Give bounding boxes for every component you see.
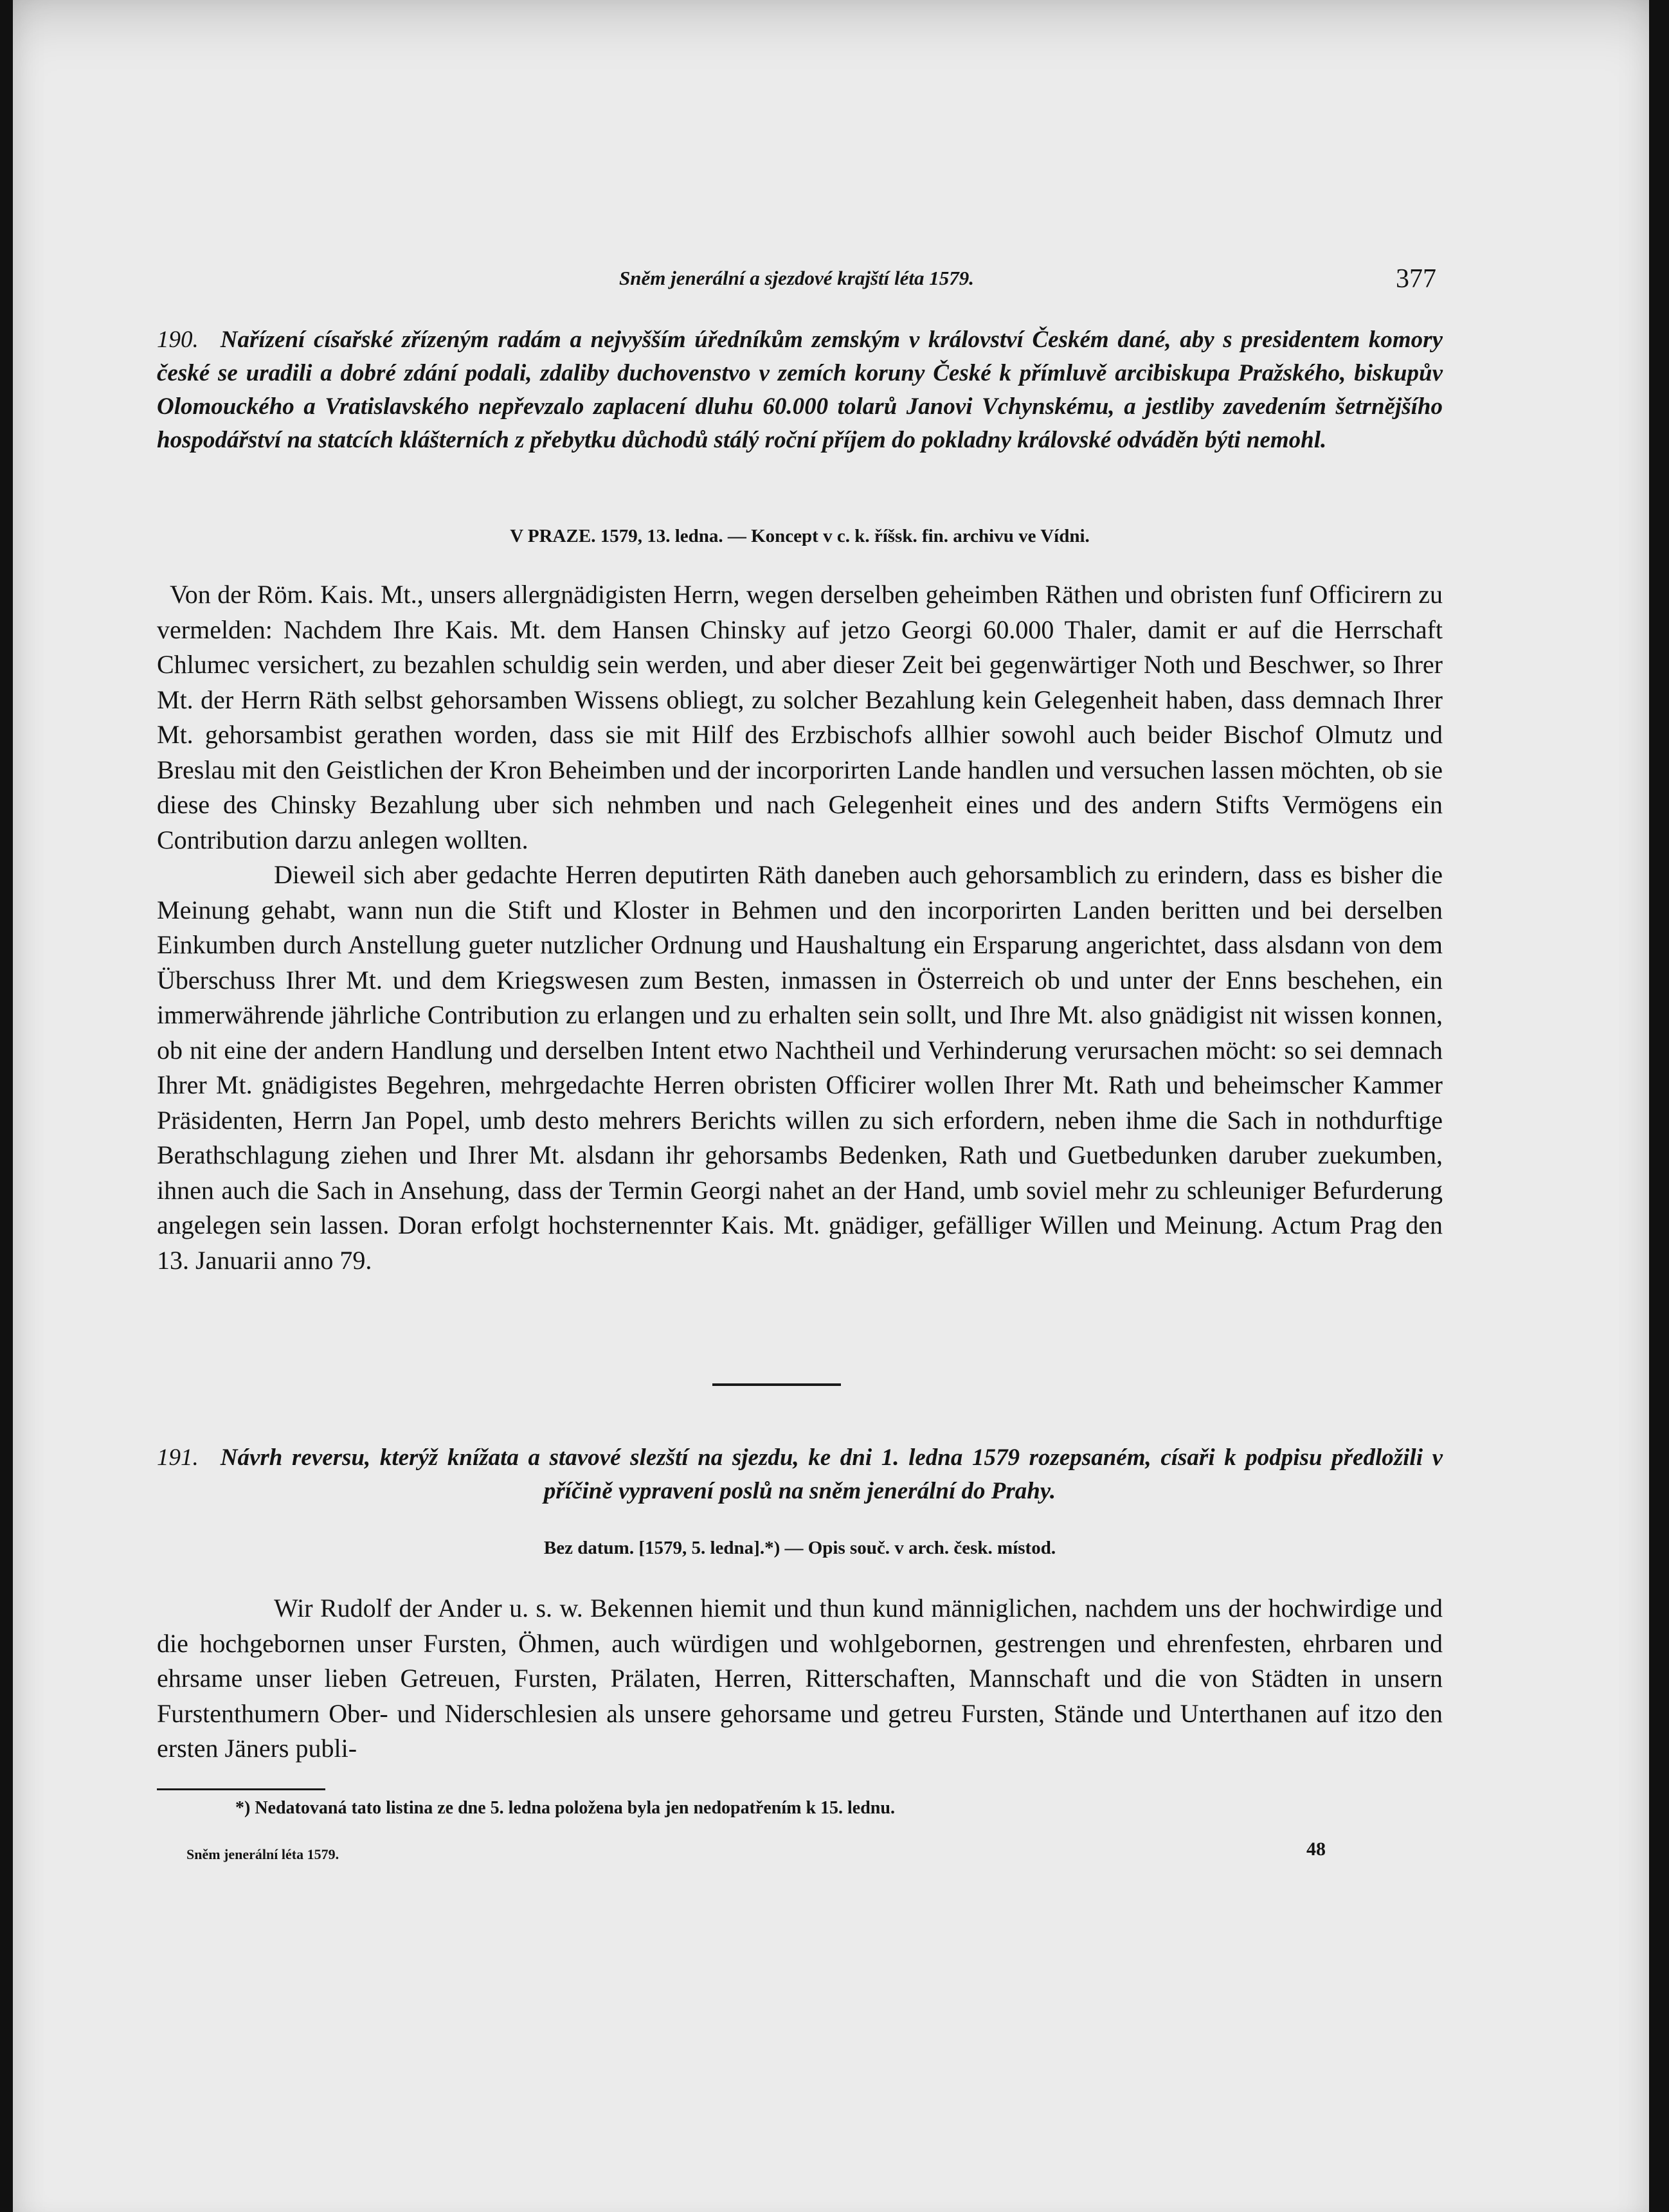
page-header xyxy=(157,264,1436,302)
signature-mark: Sněm jenerální léta 1579. xyxy=(186,1846,339,1862)
sheet-number: 48 xyxy=(1306,1839,1326,1860)
heading-text: Nařízení císařské zřízeným radám a nejvyšším úředníkům zemským v království Českém dané, aby s presidentem komory české se uradili a dobré zdání podali, zdaliby duchovenstvo v zemích koruny České k přímluvě arcibiskupa Pražského, biskupův Olomouckého a Vratislavského nepřevzalo zaplacení dluhu 60.000 tolarů Janovi Vchynskému, a jestliby zavedením šetrnějšího hospodářství na statcích klášterních z přebytku důchodů stálý roční příjem do pokladny královské odváděn býti nemohl. xyxy=(157,327,1443,453)
document-190-source xyxy=(157,526,1443,547)
section-separator xyxy=(712,1383,841,1386)
page-number: 377 xyxy=(1396,264,1436,294)
document-number: 190. xyxy=(157,327,199,353)
source-line: V PRAZE. 1579, 13. ledna. — Koncept v c. k. říšsk. fin. archivu ve Vídni. xyxy=(510,526,1090,546)
heading-text: Návrh reversu, kterýž knížata a stavové slezští na sjezdu, ke dni 1. ledna 1579 rozepsaném, císaři k podpisu předložili v příčině vypravení poslů na sněm jenerální do Prahy. xyxy=(220,1444,1443,1504)
footnote: *) Nedatovaná tato listina ze dne 5. ledna položena byla jen nedopatřením k 15. lednu. xyxy=(235,1798,895,1818)
paragraph: Dieweil sich aber gedachte Herren deputirten Räth daneben auch gehorsamblich zu erindern, dass es bisher die Meinung gehabt, wann nun die Stift und Kloster in Behmen und den incorporirten Landen beritten und bei derselben Einkumben durch Anstellung gueter nutzlicher Ordnung und Haushaltung ein Ersparung angerichtet, dass alsdann von dem Überschuss Ihrer Mt. und dem Kriegswesen zum Besten, inmassen in Österreich ob und unter der Enns beschehen, ein immerwährende jährliche Contribution zu erlangen und zu erhalten sein sollt, und Ihre Mt. also gnädigist nit wissen konnen, ob nit eine der andern Handlung und derselben Intent etwo Nachtheil und Verhinderung verursachen möcht: so sei demnach Ihrer Mt. gnädigistes Begehren, mehrgedachte Herren obristen Officirer wollen Ihrer Mt. Rath und beheimscher Kammer Präsidenten, Herrn Jan Popel, umb desto mehrers Berichts willen zu sich erfordern, neben ihme die Sach in nothdurftige Berathschlagung ziehen und Ihrer Mt. alsdann ihr gehorsambs Bedenken, Rath und Guetbedunken daruber zuekumben, ihnen auch die Sach in Ansehung, dass der Termin Georgi nahet an der Hand, umb soviel mehr zu schleuniger Befurderung angelegen sein lassen. Doran erfolgt hochsternennter Kais. Mt. gnädiger, gefälliger Willen und Meinung. Actum Prag den 13. Januarii anno 79. xyxy=(157,860,1443,1275)
paragraph: Von der Röm. Kais. Mt., unsers allergnädigisten Herrn, wegen derselben geheimben Räthen und obristen funf Officirern zu vermelden: Nachdem Ihre Kais. Mt. dem Hansen Chinsky auf jetzo Georgi 60.000 Thaler, damit er auf die Herrschaft Chlumec versichert, zu bezahlen schuldig sein werden, und aber dieser Zeit bei gegenwärtiger Noth und Beschwer, so Ihrer Mt. der Herrn Räth selbst gehorsamben Wissens obliegt, zu solcher Bezahlung kein Gelegenheit haben, dass demnach Ihrer Mt. gehorsambist gerathen worden, dass sie mit Hilf des Erzbischofs allhier sowohl auch beider Bischof Olmutz und Breslau mit den Geistlichen der Kron Beheimben und der incorporirten Lande handlen und versuchen lassen möchten, ob sie diese des Chinsky Bezahlung uber sich nehmben und nach Gelegenheit eines und des andern Stifts Vermögens ein Contribution darzu anlegen wollten. xyxy=(157,580,1443,854)
document-190-body xyxy=(157,577,1443,1278)
running-title: Sněm jenerální a sjezdové krajští léta 1579. xyxy=(619,267,974,289)
footnote-rule xyxy=(157,1788,325,1790)
document-191-source xyxy=(157,1538,1443,1559)
document-190-heading xyxy=(157,323,1443,457)
source-line: Bez datum. [1579, 5. ledna].*) — Opis souč. v arch. česk. místod. xyxy=(543,1538,1056,1558)
document-191-heading xyxy=(157,1441,1443,1508)
document-number: 191. xyxy=(157,1444,199,1471)
paragraph: Wir Rudolf der Ander u. s. w. Bekennen hiemit und thun kund männiglichen, nachdem uns der hochwirdige und die hochgebornen unser Fursten, Öhmen, auch würdigen und wohlgebornen, gestrengen und ehrenfesten, ehrbaren und ehrsame unser lieben Getreuen, Fursten, Prälaten, Herren, Ritterschaften, Mannschaft und die von Städten in unsern Furstenthumern Ober- und Niderschlesien als unsere gehorsame und getreu Fursten, Stände und Unterthanen auf itzo den ersten Jäners publi- xyxy=(157,1594,1443,1763)
document-191-body xyxy=(157,1591,1443,1767)
